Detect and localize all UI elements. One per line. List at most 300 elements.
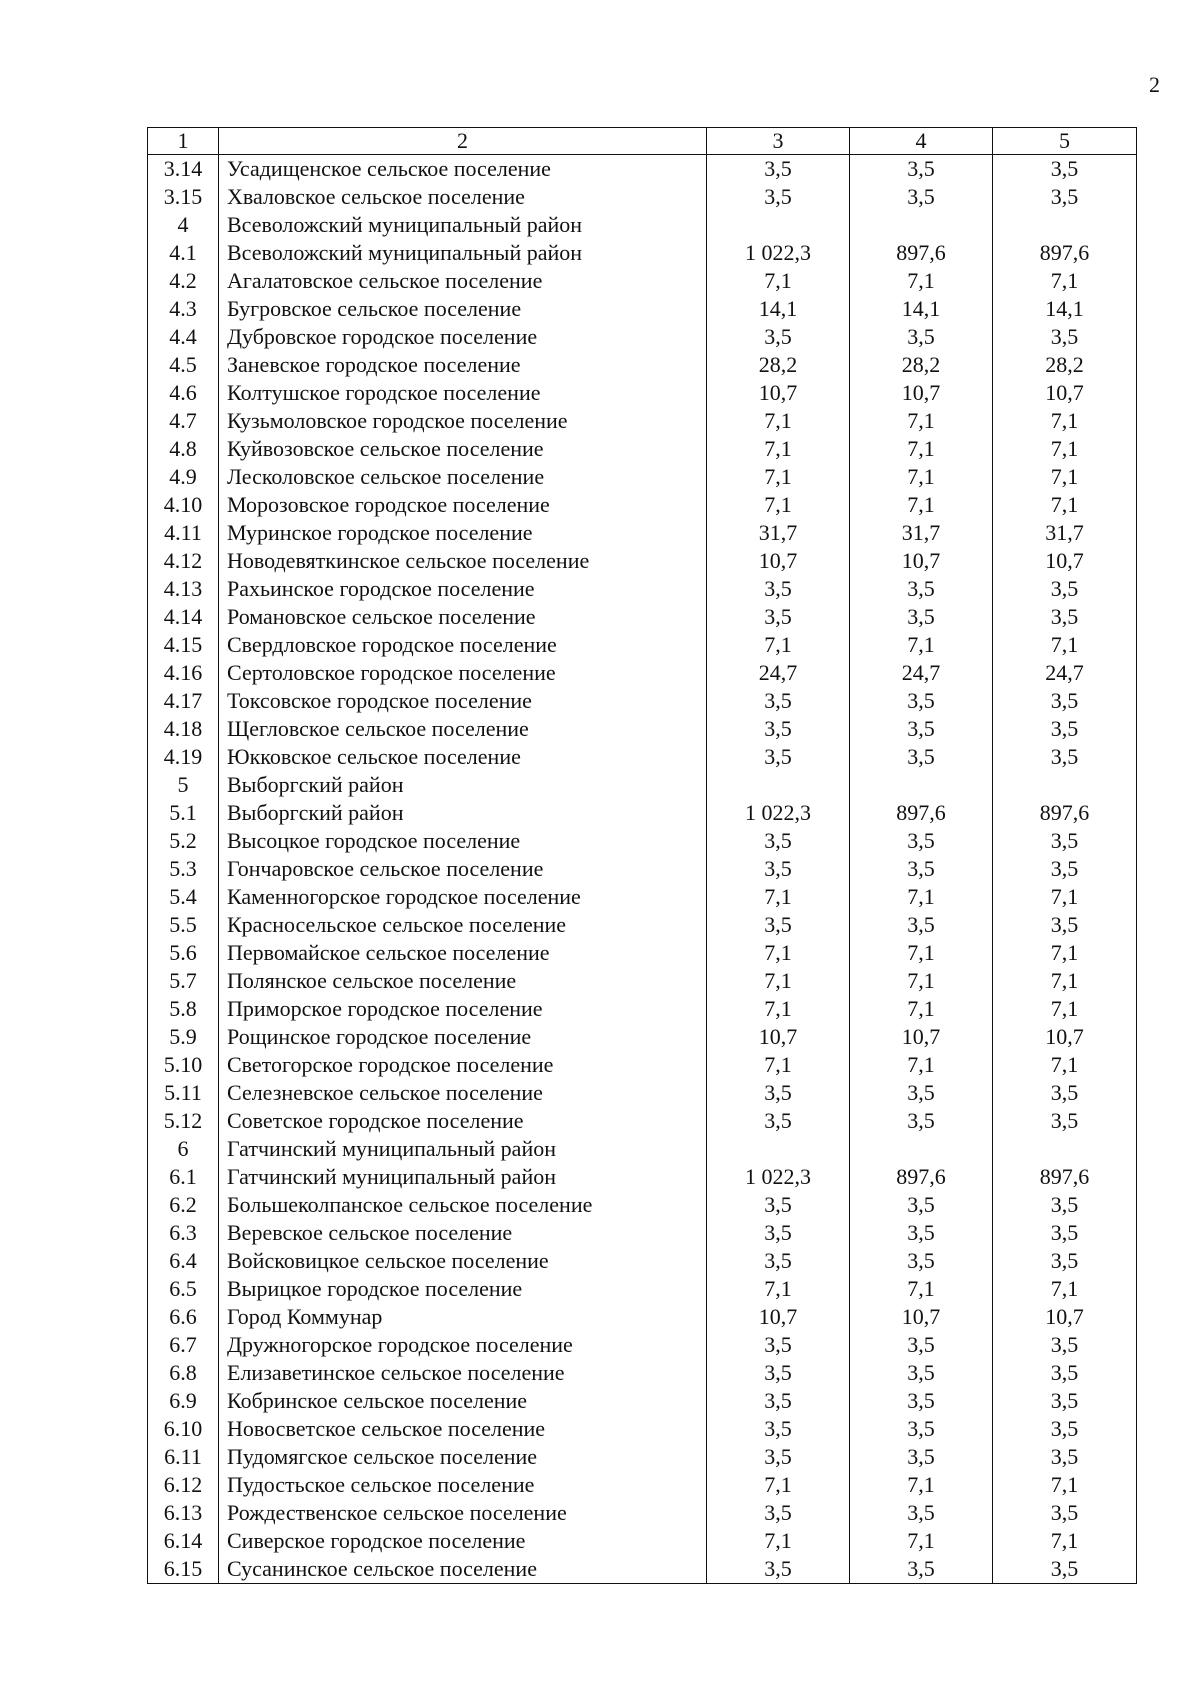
value-col-3: 10,7 [707, 1303, 850, 1331]
value-col-5: 7,1 [993, 967, 1137, 995]
table-row [148, 1415, 1137, 1443]
value-col-3: 3,5 [707, 827, 850, 855]
value-col-4: 10,7 [850, 1303, 993, 1331]
value-col-3: 7,1 [707, 491, 850, 519]
value-col-3: 7,1 [707, 1051, 850, 1079]
value-col-5: 7,1 [993, 267, 1137, 295]
municipality-name: Советское городское поселение [219, 1107, 707, 1135]
municipality-name: Елизаветинское сельское поселение [219, 1359, 707, 1387]
value-col-5 [993, 771, 1137, 799]
municipality-name: Вырицкое городское поселение [219, 1275, 707, 1303]
row-number: 6.7 [148, 1331, 219, 1359]
value-col-5: 3,5 [993, 575, 1137, 603]
municipality-name: Высоцкое городское поселение [219, 827, 707, 855]
municipality-name: Токсовское городское поселение [219, 687, 707, 715]
value-col-5: 3,5 [993, 1499, 1137, 1527]
value-col-3: 3,5 [707, 743, 850, 771]
value-col-5: 3,5 [993, 183, 1137, 211]
value-col-5: 3,5 [993, 1107, 1137, 1135]
value-col-3: 3,5 [707, 183, 850, 211]
municipality-name: Большеколпанское сельское поселение [219, 1191, 707, 1219]
value-col-4: 10,7 [850, 1023, 993, 1051]
value-col-3: 7,1 [707, 267, 850, 295]
table-row [148, 1499, 1137, 1527]
value-col-3 [707, 771, 850, 799]
table-row [148, 1135, 1137, 1163]
value-col-4: 7,1 [850, 491, 993, 519]
municipality-name: Полянское сельское поселение [219, 967, 707, 995]
value-col-3: 7,1 [707, 939, 850, 967]
value-col-3: 3,5 [707, 855, 850, 883]
value-col-5: 7,1 [993, 1471, 1137, 1499]
value-col-5: 3,5 [993, 1359, 1137, 1387]
municipality-name: Войсковицкое сельское поселение [219, 1247, 707, 1275]
value-col-4: 897,6 [850, 239, 993, 267]
value-col-3: 3,5 [707, 911, 850, 939]
value-col-5: 7,1 [993, 631, 1137, 659]
value-col-4: 7,1 [850, 967, 993, 995]
value-col-3: 3,5 [707, 155, 850, 184]
value-col-4: 3,5 [850, 1499, 993, 1527]
value-col-3: 3,5 [707, 1499, 850, 1527]
value-col-5: 3,5 [993, 1555, 1137, 1584]
table-row [148, 827, 1137, 855]
row-number: 4.17 [148, 687, 219, 715]
row-number: 4.4 [148, 323, 219, 351]
value-col-4: 3,5 [850, 1107, 993, 1135]
table-row [148, 771, 1137, 799]
value-col-5: 7,1 [993, 1527, 1137, 1555]
value-col-5: 7,1 [993, 435, 1137, 463]
value-col-5: 897,6 [993, 799, 1137, 827]
value-col-5: 10,7 [993, 1303, 1137, 1331]
municipality-name: Дубровское городское поселение [219, 323, 707, 351]
value-col-5: 28,2 [993, 351, 1137, 379]
municipality-name: Рощинское городское поселение [219, 1023, 707, 1051]
value-col-5: 3,5 [993, 911, 1137, 939]
table-row [148, 1303, 1137, 1331]
municipality-name: Колтушское городское поселение [219, 379, 707, 407]
table-row [148, 855, 1137, 883]
table-row [148, 1443, 1137, 1471]
value-col-4: 10,7 [850, 379, 993, 407]
value-col-4: 7,1 [850, 883, 993, 911]
value-col-3: 14,1 [707, 295, 850, 323]
value-col-3: 3,5 [707, 1359, 850, 1387]
municipality-name: Гатчинский муниципальный район [219, 1135, 707, 1163]
value-col-3: 7,1 [707, 1275, 850, 1303]
value-col-3: 7,1 [707, 1471, 850, 1499]
row-number: 4.15 [148, 631, 219, 659]
value-col-3: 3,5 [707, 603, 850, 631]
municipality-name: Выборгский район [219, 771, 707, 799]
row-number: 6.15 [148, 1555, 219, 1584]
table-row [148, 1359, 1137, 1387]
table-row [148, 1023, 1137, 1051]
row-number: 4.16 [148, 659, 219, 687]
value-col-5: 897,6 [993, 1163, 1137, 1191]
table-row [148, 211, 1137, 239]
table-row [148, 547, 1137, 575]
table-row [148, 1051, 1137, 1079]
value-col-3: 7,1 [707, 631, 850, 659]
value-col-4: 7,1 [850, 631, 993, 659]
table-row [148, 1527, 1137, 1555]
value-col-5: 7,1 [993, 939, 1137, 967]
value-col-4: 14,1 [850, 295, 993, 323]
row-number: 4.6 [148, 379, 219, 407]
row-number: 5.5 [148, 911, 219, 939]
table-row [148, 267, 1137, 295]
value-col-3: 7,1 [707, 883, 850, 911]
value-col-4: 3,5 [850, 1219, 993, 1247]
municipality-name: Романовское сельское поселение [219, 603, 707, 631]
value-col-5: 7,1 [993, 995, 1137, 1023]
municipality-name: Селезневское сельское поселение [219, 1079, 707, 1107]
value-col-5: 897,6 [993, 239, 1137, 267]
value-col-4: 3,5 [850, 183, 993, 211]
municipality-name: Новодевяткинское сельское поселение [219, 547, 707, 575]
value-col-4: 3,5 [850, 1443, 993, 1471]
row-number: 5.2 [148, 827, 219, 855]
row-number: 5.6 [148, 939, 219, 967]
municipality-name: Пудомягское сельское поселение [219, 1443, 707, 1471]
value-col-4: 3,5 [850, 687, 993, 715]
municipality-name: Красносельское сельское поселение [219, 911, 707, 939]
value-col-5: 7,1 [993, 1051, 1137, 1079]
table-row [148, 463, 1137, 491]
municipality-name: Кузьмоловское городское поселение [219, 407, 707, 435]
row-number: 6.8 [148, 1359, 219, 1387]
municipality-name: Веревское сельское поселение [219, 1219, 707, 1247]
row-number: 4.12 [148, 547, 219, 575]
row-number: 6.2 [148, 1191, 219, 1219]
value-col-5: 10,7 [993, 1023, 1137, 1051]
value-col-3: 24,7 [707, 659, 850, 687]
value-col-5: 7,1 [993, 491, 1137, 519]
row-number: 4.5 [148, 351, 219, 379]
municipality-name: Каменногорское городское поселение [219, 883, 707, 911]
value-col-3: 10,7 [707, 1023, 850, 1051]
municipality-name: Пудостьское сельское поселение [219, 1471, 707, 1499]
value-col-3: 3,5 [707, 1555, 850, 1584]
table-row [148, 603, 1137, 631]
value-col-4: 897,6 [850, 1163, 993, 1191]
municipality-name: Город Коммунар [219, 1303, 707, 1331]
municipality-name: Муринское городское поселение [219, 519, 707, 547]
municipality-name: Гончаровское сельское поселение [219, 855, 707, 883]
value-col-4: 3,5 [850, 1331, 993, 1359]
value-col-3: 3,5 [707, 1387, 850, 1415]
table-row [148, 1107, 1137, 1135]
table-row [148, 1163, 1137, 1191]
value-col-3: 3,5 [707, 1107, 850, 1135]
municipality-name: Заневское городское поселение [219, 351, 707, 379]
value-col-3: 3,5 [707, 1415, 850, 1443]
value-col-3: 3,5 [707, 1219, 850, 1247]
value-col-5: 7,1 [993, 407, 1137, 435]
value-col-4: 3,5 [850, 1247, 993, 1275]
value-col-5: 10,7 [993, 379, 1137, 407]
value-col-4: 7,1 [850, 267, 993, 295]
row-number: 5.11 [148, 1079, 219, 1107]
value-col-5: 3,5 [993, 323, 1137, 351]
value-col-3: 3,5 [707, 1247, 850, 1275]
value-col-4 [850, 771, 993, 799]
value-col-3: 10,7 [707, 547, 850, 575]
municipality-name: Гатчинский муниципальный район [219, 1163, 707, 1191]
municipality-name: Агалатовское сельское поселение [219, 267, 707, 295]
row-number: 4.14 [148, 603, 219, 631]
value-col-5: 3,5 [993, 1331, 1137, 1359]
table-row [148, 1555, 1137, 1584]
municipality-name: Рождественское сельское поселение [219, 1499, 707, 1527]
value-col-5: 3,5 [993, 603, 1137, 631]
value-col-4: 3,5 [850, 1555, 993, 1584]
row-number: 4.1 [148, 239, 219, 267]
table-row [148, 911, 1137, 939]
value-col-3: 1 022,3 [707, 799, 850, 827]
value-col-4: 897,6 [850, 799, 993, 827]
row-number: 4.10 [148, 491, 219, 519]
table-row [148, 239, 1137, 267]
municipality-name: Усадищенское сельское поселение [219, 155, 707, 184]
value-col-4: 3,5 [850, 323, 993, 351]
row-number: 6.13 [148, 1499, 219, 1527]
value-col-4: 3,5 [850, 1387, 993, 1415]
row-number: 6.1 [148, 1163, 219, 1191]
row-number: 6.12 [148, 1471, 219, 1499]
row-number: 5.12 [148, 1107, 219, 1135]
column-header-2: 2 [219, 128, 707, 155]
value-col-4 [850, 1135, 993, 1163]
value-col-3: 28,2 [707, 351, 850, 379]
row-number: 4.11 [148, 519, 219, 547]
value-col-4: 10,7 [850, 547, 993, 575]
value-col-3: 3,5 [707, 575, 850, 603]
municipality-name: Щегловское сельское поселение [219, 715, 707, 743]
value-col-5: 3,5 [993, 743, 1137, 771]
row-number: 3.14 [148, 155, 219, 184]
row-number: 5.9 [148, 1023, 219, 1051]
value-col-3 [707, 211, 850, 239]
municipality-name: Всеволожский муниципальный район [219, 239, 707, 267]
table-row [148, 1079, 1137, 1107]
municipality-name: Куйвозовское сельское поселение [219, 435, 707, 463]
value-col-4: 3,5 [850, 575, 993, 603]
value-col-4: 7,1 [850, 939, 993, 967]
table-row [148, 295, 1137, 323]
value-col-3: 31,7 [707, 519, 850, 547]
row-number: 5.4 [148, 883, 219, 911]
value-col-5: 3,5 [993, 155, 1137, 184]
page-number: 2 [1149, 72, 1160, 97]
municipality-name: Всеволожский муниципальный район [219, 211, 707, 239]
allocation-table [147, 127, 1137, 1584]
municipality-name: Лесколовское сельское поселение [219, 463, 707, 491]
table-body [148, 155, 1137, 1584]
table-row [148, 715, 1137, 743]
row-number: 4 [148, 211, 219, 239]
value-col-5: 3,5 [993, 1247, 1137, 1275]
table-row [148, 1219, 1137, 1247]
table-row [148, 1191, 1137, 1219]
value-col-3: 7,1 [707, 995, 850, 1023]
value-col-5: 7,1 [993, 1275, 1137, 1303]
value-col-3: 3,5 [707, 1443, 850, 1471]
row-number: 6 [148, 1135, 219, 1163]
table-row [148, 323, 1137, 351]
row-number: 5.1 [148, 799, 219, 827]
value-col-5: 10,7 [993, 547, 1137, 575]
municipality-name: Бугровское сельское поселение [219, 295, 707, 323]
table-row [148, 351, 1137, 379]
header-row [148, 128, 1137, 155]
table-row [148, 379, 1137, 407]
table-row [148, 687, 1137, 715]
value-col-4: 3,5 [850, 855, 993, 883]
value-col-5: 7,1 [993, 883, 1137, 911]
value-col-5: 24,7 [993, 659, 1137, 687]
value-col-4: 7,1 [850, 1275, 993, 1303]
value-col-3: 3,5 [707, 1079, 850, 1107]
value-col-5: 3,5 [993, 687, 1137, 715]
table-row [148, 659, 1137, 687]
row-number: 5.7 [148, 967, 219, 995]
table-row [148, 939, 1137, 967]
table-row [148, 1387, 1137, 1415]
value-col-4: 3,5 [850, 1359, 993, 1387]
row-number: 5 [148, 771, 219, 799]
value-col-3: 3,5 [707, 687, 850, 715]
municipality-name: Рахьинское городское поселение [219, 575, 707, 603]
table-row [148, 491, 1137, 519]
value-col-3: 3,5 [707, 323, 850, 351]
table-header [148, 128, 1137, 155]
value-col-5: 3,5 [993, 1191, 1137, 1219]
row-number: 4.3 [148, 295, 219, 323]
row-number: 4.7 [148, 407, 219, 435]
value-col-5 [993, 211, 1137, 239]
row-number: 6.5 [148, 1275, 219, 1303]
table-row [148, 1275, 1137, 1303]
value-col-3: 7,1 [707, 435, 850, 463]
value-col-3: 7,1 [707, 407, 850, 435]
table-row [148, 1247, 1137, 1275]
table-row [148, 967, 1137, 995]
municipality-name: Приморское городское поселение [219, 995, 707, 1023]
municipality-name: Сиверское городское поселение [219, 1527, 707, 1555]
value-col-3: 3,5 [707, 1191, 850, 1219]
row-number: 5.10 [148, 1051, 219, 1079]
value-col-4 [850, 211, 993, 239]
municipality-name: Сусанинское сельское поселение [219, 1555, 707, 1584]
value-col-4: 3,5 [850, 743, 993, 771]
value-col-4: 7,1 [850, 1527, 993, 1555]
table-row [148, 183, 1137, 211]
table-row [148, 519, 1137, 547]
value-col-4: 3,5 [850, 1415, 993, 1443]
row-number: 4.9 [148, 463, 219, 491]
value-col-3: 3,5 [707, 715, 850, 743]
value-col-4: 3,5 [850, 827, 993, 855]
value-col-4: 7,1 [850, 1051, 993, 1079]
table-row [148, 1331, 1137, 1359]
table-row [148, 743, 1137, 771]
row-number: 5.3 [148, 855, 219, 883]
value-col-5: 3,5 [993, 1219, 1137, 1247]
municipality-name: Морозовское городское поселение [219, 491, 707, 519]
municipality-name: Дружногорское городское поселение [219, 1331, 707, 1359]
row-number: 6.14 [148, 1527, 219, 1555]
value-col-5: 3,5 [993, 1415, 1137, 1443]
value-col-4: 3,5 [850, 1079, 993, 1107]
value-col-3 [707, 1135, 850, 1163]
municipality-name: Юкковское сельское поселение [219, 743, 707, 771]
value-col-4: 31,7 [850, 519, 993, 547]
row-number: 4.19 [148, 743, 219, 771]
column-header-5: 5 [993, 128, 1137, 155]
municipality-name: Первомайское сельское поселение [219, 939, 707, 967]
table-row [148, 1471, 1137, 1499]
row-number: 5.8 [148, 995, 219, 1023]
column-header-3: 3 [707, 128, 850, 155]
value-col-5: 3,5 [993, 1443, 1137, 1471]
table-row [148, 435, 1137, 463]
value-col-5: 14,1 [993, 295, 1137, 323]
municipality-name: Свердловское городское поселение [219, 631, 707, 659]
municipality-name: Выборгский район [219, 799, 707, 827]
row-number: 6.10 [148, 1415, 219, 1443]
municipality-name: Светогорское городское поселение [219, 1051, 707, 1079]
value-col-5: 7,1 [993, 463, 1137, 491]
value-col-4: 28,2 [850, 351, 993, 379]
row-number: 6.11 [148, 1443, 219, 1471]
value-col-3: 1 022,3 [707, 1163, 850, 1191]
value-col-5: 3,5 [993, 1387, 1137, 1415]
row-number: 4.8 [148, 435, 219, 463]
value-col-3: 1 022,3 [707, 239, 850, 267]
row-number: 3.15 [148, 183, 219, 211]
value-col-4: 3,5 [850, 715, 993, 743]
value-col-3: 10,7 [707, 379, 850, 407]
row-number: 4.13 [148, 575, 219, 603]
value-col-5: 3,5 [993, 855, 1137, 883]
value-col-5 [993, 1135, 1137, 1163]
municipality-name: Новосветское сельское поселение [219, 1415, 707, 1443]
row-number: 6.6 [148, 1303, 219, 1331]
value-col-5: 31,7 [993, 519, 1137, 547]
row-number: 6.4 [148, 1247, 219, 1275]
value-col-3: 7,1 [707, 463, 850, 491]
value-col-3: 3,5 [707, 1331, 850, 1359]
table-row [148, 883, 1137, 911]
value-col-5: 3,5 [993, 827, 1137, 855]
value-col-4: 3,5 [850, 155, 993, 184]
municipality-name: Кобринское сельское поселение [219, 1387, 707, 1415]
municipality-name: Сертоловское городское поселение [219, 659, 707, 687]
column-header-4: 4 [850, 128, 993, 155]
column-header-1: 1 [148, 128, 219, 155]
value-col-4: 7,1 [850, 407, 993, 435]
value-col-4: 7,1 [850, 1471, 993, 1499]
value-col-4: 7,1 [850, 435, 993, 463]
value-col-4: 24,7 [850, 659, 993, 687]
table-row [148, 155, 1137, 184]
table-row [148, 995, 1137, 1023]
value-col-4: 3,5 [850, 1191, 993, 1219]
table-row [148, 575, 1137, 603]
